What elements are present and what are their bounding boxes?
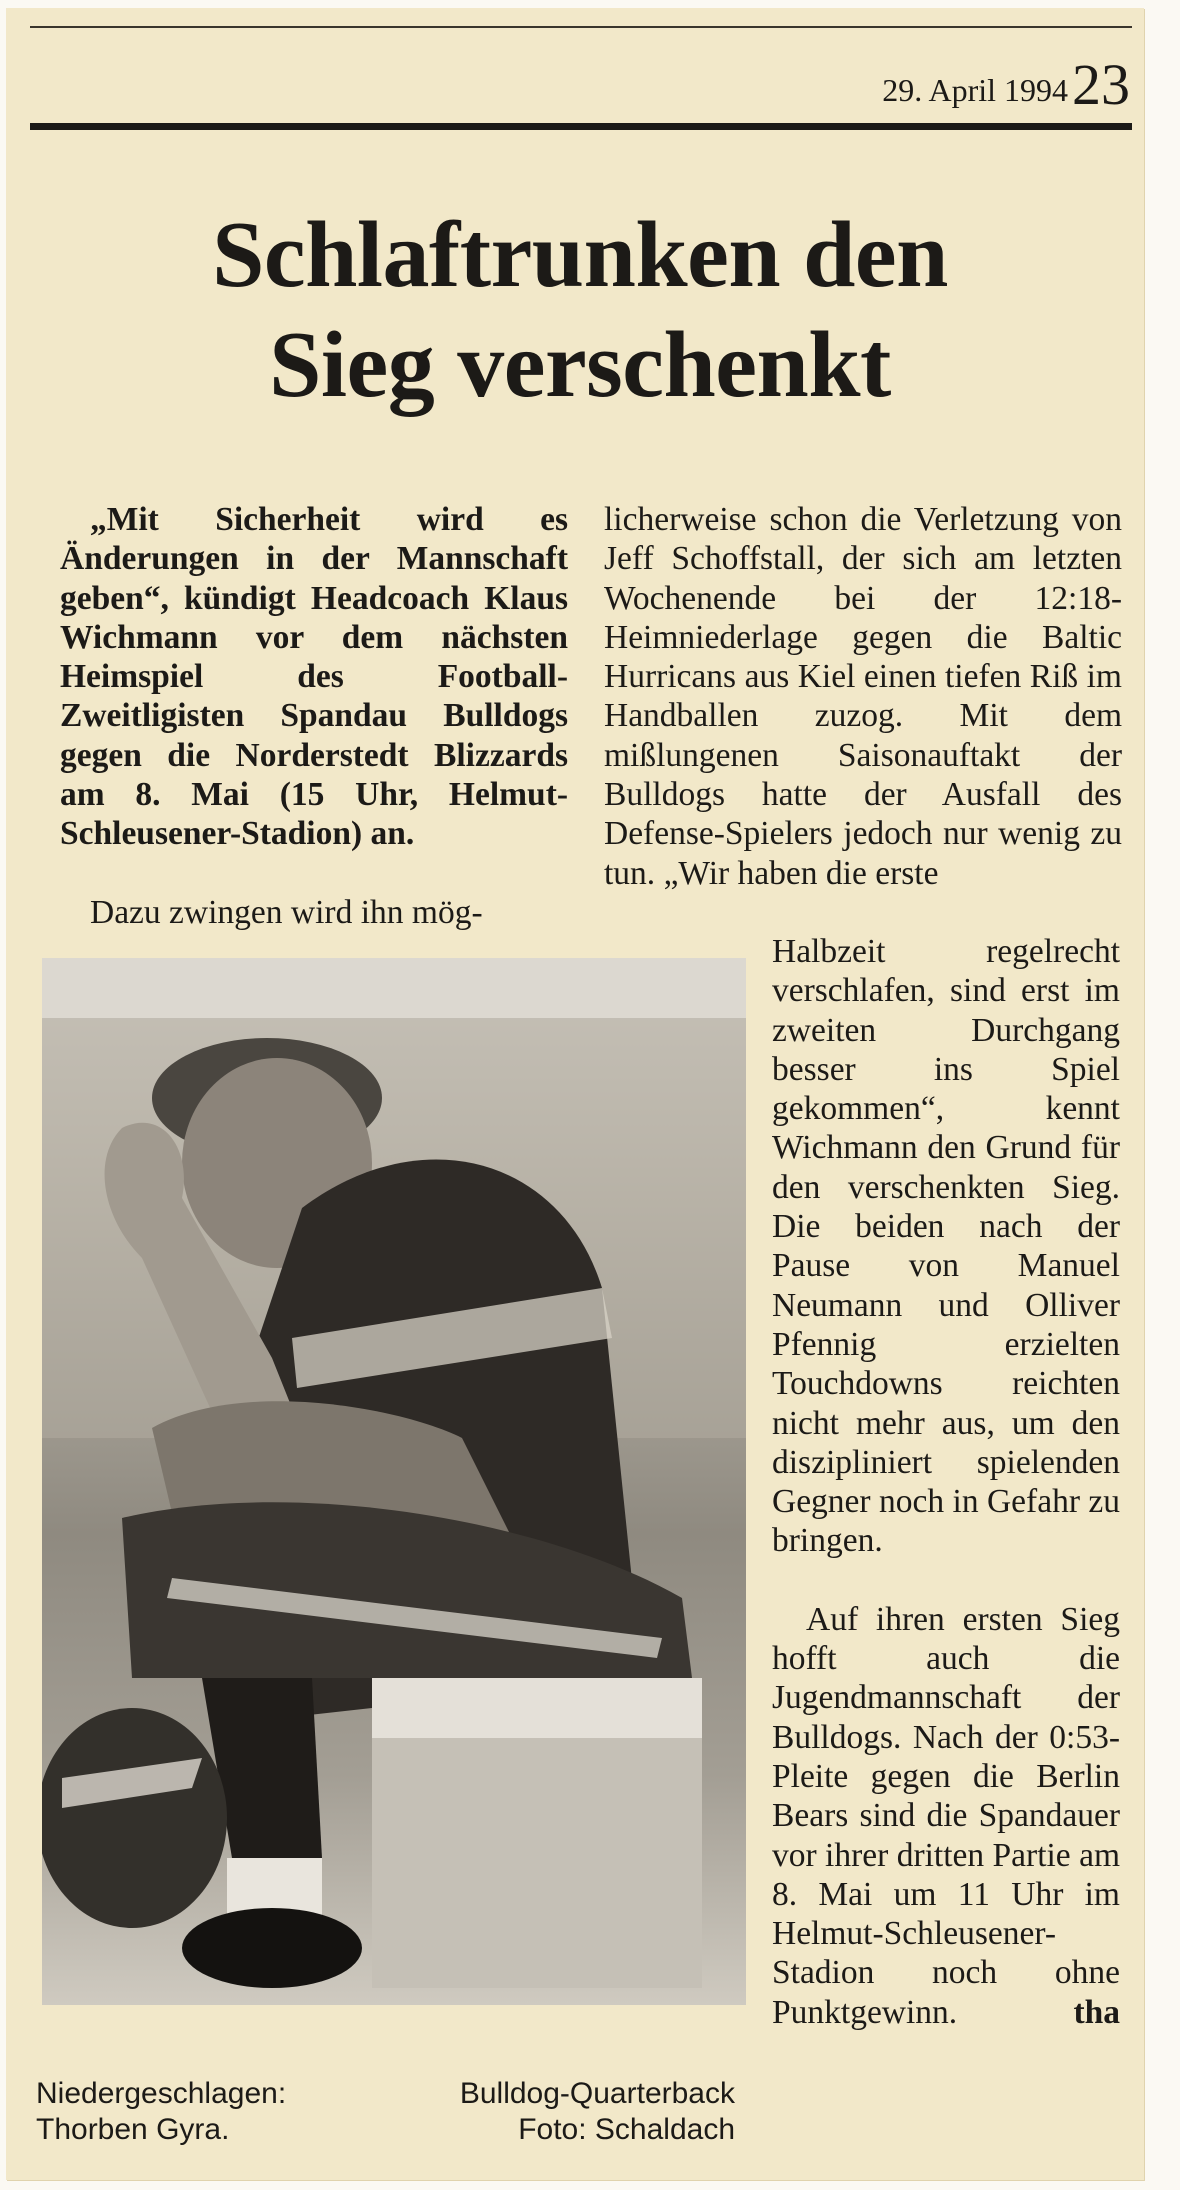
player-photo (42, 958, 746, 2005)
headline (30, 200, 1130, 420)
headline-line-2: Sieg verschenkt (269, 313, 891, 417)
lead-paragraph: „Mit Sicherheit wird es Änderungen in der Mannschaft geben“, kündigt Headcoach Klaus Wichmann vor dem nächsten Heimspiel des Football-Zweitligisten Spandau Bulldogs gegen die Norderstedt Blizzards am 8. Mai (15 Uhr, Helmut-Schleusener-Stadion) an. (60, 501, 568, 853)
quote-paragraph: Halbzeit regelrecht verschlafen, sind erst im zweiten Durchgang besser ins Spiel gekommen“, kennt Wichmann den Grund für den verschenkten Sieg. Die beiden nach der Pause von Manuel Neumann und Olliver Pfennig erzielten Touchdowns reichten nicht mehr aus, um den diszipliniert spielenden Gegner noch in Gefahr zu bringen. (772, 933, 1120, 1560)
caption-line-1: Niedergeschlagen: (36, 2077, 287, 2110)
youth-paragraph-text: Auf ihren ersten Sieg hofft auch die Jugendmannschaft der Bulldogs. Nach der 0:53-Pleite gegen die Berlin Bears sind die Spandauer vor ihrer dritten Partie am 8. Mai um 11 Uhr im Helmut-Schleusener-Stadion noch ohne Punktgewinn. (772, 1600, 1120, 2031)
issue-date: 29. April 1994 (882, 72, 1068, 108)
player-photo-illustration (42, 958, 746, 2005)
body-column-2-text: licherweise schon die Verletzung von Jeff Schoffstall, der sich am letzten Wochenende bei der 12:18-Heimniederlage gegen die Baltic Hurricans aus Kiel einen tiefen Riß im Handballen zuzog. Mit dem mißlungenen Saisonauftakt der Bulldogs hatte der Ausfall des Defense-Spielers jedoch nur wenig zu tun. (604, 501, 1122, 892)
top-rule (30, 26, 1132, 28)
photo-credit-text: Foto: Schaldach (518, 2113, 735, 2146)
caption-line-2: Thorben Gyra. (36, 2113, 230, 2146)
body-column-2-top (604, 500, 1122, 893)
page-number: 23 (1072, 52, 1130, 117)
photo-credit (395, 2076, 735, 2148)
author-initials: tha (1073, 1993, 1120, 2031)
youth-paragraph (772, 1600, 1120, 2032)
headline-line-1: Schlaftrunken den (212, 203, 948, 307)
photo-caption (36, 2076, 286, 2148)
body-column-2-narrow (772, 932, 1120, 2032)
quote-start: „Wir haben die erste (663, 854, 939, 892)
body-column-1: Dazu zwingen wird ihn mög- (90, 894, 483, 931)
caption-role: Bulldog-Quarterback (459, 2077, 735, 2110)
header-rule (30, 123, 1132, 130)
